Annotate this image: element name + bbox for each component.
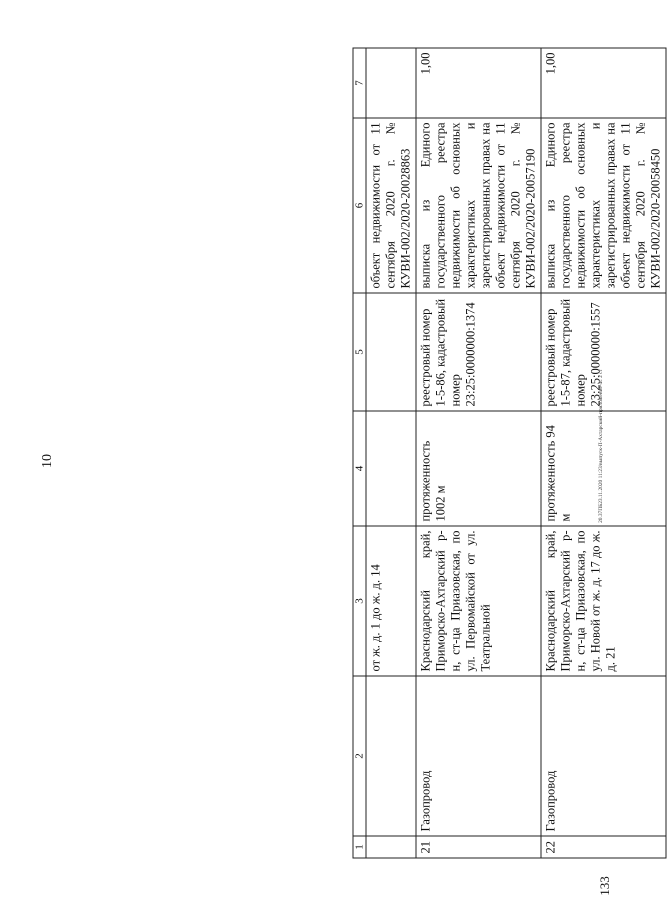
ownership-document: объект недвижимости от 11 сентября 2020 г. № КУВИ-002/2020-20028863	[366, 118, 416, 293]
object-value: 1,00	[416, 48, 541, 118]
object-length: протяженность 94 м	[541, 411, 666, 526]
table-header-row	[353, 48, 366, 858]
column-header: 6	[353, 118, 366, 293]
page-number: 10	[40, 454, 55, 468]
registry-info: реестровый номер 1-5-86, кадастровый номер 23:25:0000000:1374	[416, 293, 541, 411]
footer-page-number: 133	[596, 876, 612, 896]
object-name: Газопровод	[541, 676, 666, 836]
column-header: 1	[353, 836, 366, 858]
registry-info: реестровый номер 1-5-87, кадастровый номер 23:25:0000000:1557	[541, 293, 666, 411]
row-number: 22	[541, 836, 666, 858]
object-value	[366, 48, 416, 118]
object-value: 1,00	[541, 48, 666, 118]
column-header: 4	[353, 411, 366, 526]
object-length: протяженность 1002 м	[416, 411, 541, 526]
column-header: 3	[353, 526, 366, 676]
object-location: Краснодарский край, Приморско-Ахтарский р-н, ст-ца Приазовская, по ул. Первомайской от ул. Театральной	[416, 526, 541, 676]
object-length	[366, 411, 416, 526]
object-name	[366, 676, 416, 836]
object-location: Краснодарский край, Приморско-Ахтарский р-н, ст-ца Приазовская, по ул. Новой от ж. д. 17 до ж. д. 21	[541, 526, 666, 676]
column-header: 7	[353, 48, 366, 118]
column-header: 5	[353, 293, 366, 411]
table-row	[366, 48, 416, 858]
ownership-document: выписка из Единого государственного реестра недвижимости об основных характеристиках и зарегистрированных правах на объект недвижимости от 11 сентября 2020 г. № КУВИ-002/2020-20058450	[541, 118, 666, 293]
document-stamp: 20.37ПБ23.11.2020 11:23/выпуск-П-Ахтарский-приложение-4с 2 ст	[598, 369, 604, 523]
registry-table	[353, 48, 667, 859]
object-name: Газопровод	[416, 676, 541, 836]
object-location: от ж. д. 1 до ж. д. 14	[366, 526, 416, 676]
row-number	[366, 836, 416, 858]
column-header: 2	[353, 676, 366, 836]
row-number: 21	[416, 836, 541, 858]
table-row	[416, 48, 541, 858]
registry-info	[366, 293, 416, 411]
table-row	[541, 48, 666, 858]
ownership-document: выписка из Единого государственного реестра недвижимости об основных характеристиках и зарегистрированных правах на объект недвижимости от 11 сентября 2020 г. № КУВИ-002/2020-20057190	[416, 118, 541, 293]
